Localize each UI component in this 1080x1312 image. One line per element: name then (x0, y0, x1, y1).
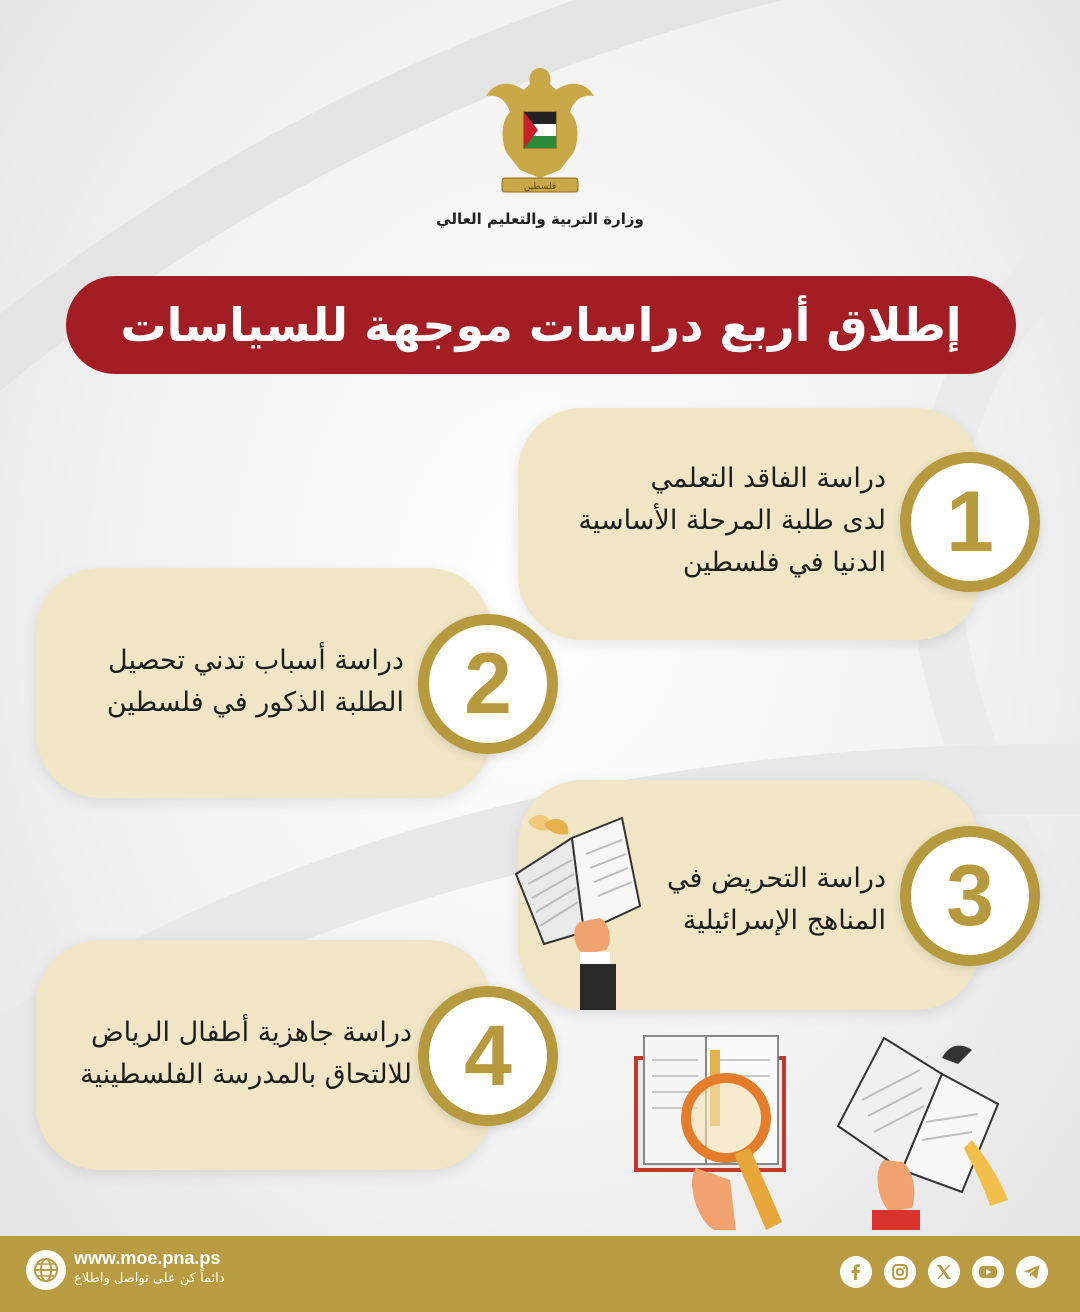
palestine-emblem (480, 60, 600, 200)
study-1-number-badge (900, 452, 1040, 592)
study-2-number-badge (418, 614, 558, 754)
emblem-text: فلسطين (523, 182, 557, 192)
globe-icon[interactable] (26, 1250, 66, 1290)
study-4-text: دراسة جاهزية أطفال الرياض للالتحاق بالمدرسة الفلسطينية (80, 1017, 412, 1090)
book-magnifier-illustration (626, 1030, 826, 1230)
study-3-text: دراسة التحريض في المناهج الإسرائيلية (666, 863, 886, 936)
title-banner (66, 276, 1016, 374)
open-book-hand-illustration-2 (832, 1030, 1012, 1230)
x-icon[interactable] (928, 1256, 960, 1288)
study-3-number-badge (900, 826, 1040, 966)
youtube-icon[interactable] (972, 1256, 1004, 1288)
website-link[interactable]: www.moe.pna.ps (74, 1248, 221, 1268)
study-1-text: دراسة الفاقد التعلمي لدى طلبة المرحلة الأساسية الدنيا في فلسطين (578, 463, 886, 578)
study-3-number: 3 (946, 847, 994, 944)
open-book-hand-illustration (510, 810, 650, 1010)
facebook-icon[interactable] (840, 1256, 872, 1288)
study-2-text: دراسة أسباب تدني تحصيل الطلبة الذكور في فلسطين (106, 645, 404, 718)
footer-tagline: دائماً كن على تواصل واطلاع (74, 1271, 225, 1286)
study-2-number: 2 (464, 635, 512, 732)
ministry-name: وزارة التربية والتعليم العالي (436, 210, 644, 228)
page-title: إطلاق أربع دراسات موجهة للسياسات (120, 298, 962, 352)
study-4-number: 4 (464, 1007, 512, 1104)
study-4-number-badge (418, 986, 558, 1126)
study-1-number: 1 (946, 473, 994, 570)
telegram-icon[interactable] (1016, 1256, 1048, 1288)
instagram-icon[interactable] (884, 1256, 916, 1288)
